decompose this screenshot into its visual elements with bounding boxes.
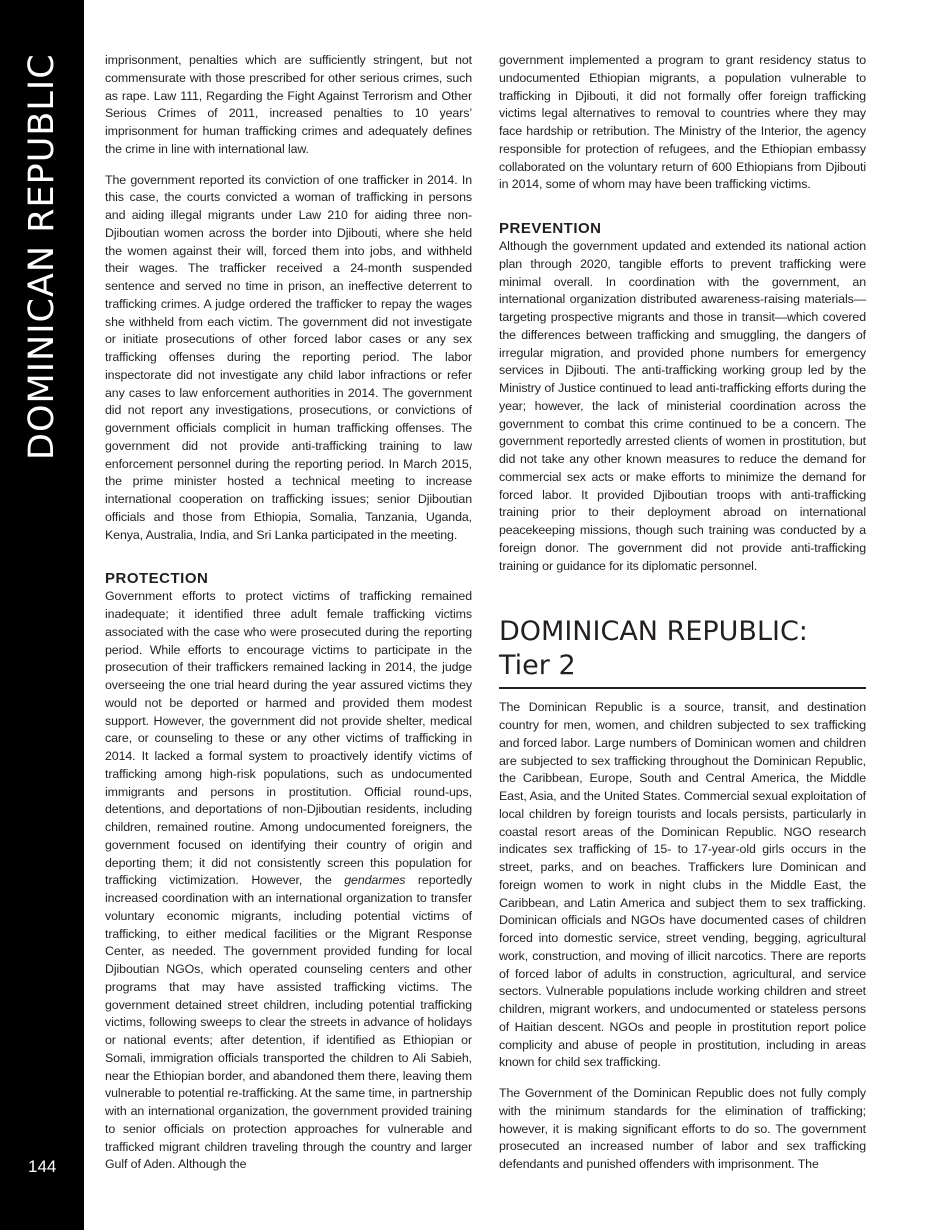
country-heading-tier: Tier 2: [499, 650, 576, 682]
country-heading: [499, 615, 866, 689]
paragraph: The Government of the Dominican Republic does not fully comply with the minimum standards for the elimination of trafficking; however, it is making significant efforts to do so. The government prosecuted an increased number of labor and sex trafficking defendants and punished offenders with imprisonment. The: [499, 1086, 866, 1171]
paragraph: imprisonment, penalties which are sufficiently stringent, but not commensurate with those prescribed for other serious crimes, such as rape. Law 111, Regarding the Fight Against Terrorism and Other Serious Crimes of 2011, increased penalties to 10 years’ imprisonment for human trafficking crimes and adequately defines the crime in line with international law.: [105, 53, 472, 156]
section-heading-protection: PROTECTION: [105, 570, 209, 588]
paragraph: The Dominican Republic is a source, transit, and destination country for men, women, and children subjected to sex trafficking and forced labor. Large numbers of Dominican women and children are subjected to sex trafficking throughout the Dominican Republic, the Caribbean, Europe, South and Central America, the Middle East, Asia, and the United States. Commercial sexual exploitation of local children by foreign tourists and locals persists, particularly in coastal resort areas of the Dominican Republic. NGO research indicates sex trafficking of 15- to 17-year-old girls occurs in the street, parks, and on beaches. Traffickers lure Dominican and foreign women to work in night clubs in the Middle East, the Caribbean, and Latin America and subject them to sex trafficking. Dominican officials and NGOs have documented cases of children forced into domestic service, street vending, begging, agricultural work, construction, and moving of illicit narcotics. There are reports of forced labor of adults in construction, agricultural, and service sectors. Vulnerable populations include working children and street children, migrant workers, and undocumented or stateless persons of Haitian descent. NGOs and people in prostitution report police complicity and abuse of people in prostitution, including in areas known for child sex trafficking.: [499, 700, 866, 1070]
text-run: Government efforts to protect victims of trafficking remained inadequate; it identified three adult female trafficking victims associated with the case who were prosecuted during the reporting period. While efforts to encourage victims to participate in the prosecution of their traffickers remained lacking in 2014, the judge overseeing the one trial heard during the year assured victims they would not be deported or harmed and provided them modest support. However, the government did not provide shelter, medical care, or counseling to these or any other victims of trafficking in 2014. It lacked a formal system to proactively identify victims of trafficking among high-risk populations, such as undocumented immigrants and persons in prostitution. Official round-ups, detentions, and deportations of non-Djiboutian residents, including children, remained routine. Among undocumented foreigners, the government focused on identifying their country of origin and deporting them; it did not consistently screen this population for trafficking victimization. However, the: [105, 589, 472, 888]
page-number: 144: [28, 1157, 57, 1176]
sidebar: [0, 0, 84, 1230]
running-title: DOMINICAN REPUBLIC: [22, 53, 62, 460]
left-column: [105, 52, 472, 1187]
italic-term: gendarmes: [344, 873, 406, 888]
paragraph: [105, 588, 472, 1174]
section-heading-prevention: PREVENTION: [499, 220, 602, 237]
paragraph: government implemented a program to grant residency status to undocumented Ethiopian migrants, a population vulnerable to trafficking in Djibouti, it did not formally offer foreign trafficking victims legal alternatives to removal to countries where they may face hardship or retribution. The Ministry of the Interior, the agency responsible for protection of refugees, and the Ethiopian embassy collaborated on the voluntary return of 600 Ethiopians from Djibouti in 2014, some of whom may have been trafficking victims.: [499, 53, 866, 192]
country-heading-name: DOMINICAN REPUBLIC:: [499, 616, 808, 648]
text-run: reportedly increased coordination with an international organization to transfer voluntary economic migrants, including potential victims of trafficking, to either medical facilities or the Migrant Response Center, as needed. The government provided funding for local Djiboutian NGOs, which operated counseling centers and other programs that may have assisted trafficking victims. The government detained street children, including potential trafficking victims, following sweeps to clear the streets in advance of holidays or national events; after detention, if identified as Ethiopian or Somali, immigration officials transported the children to Ali Sabieh, near the Ethiopian border, and abandoned them there, leaving them vulnerable to potential re-trafficking. At the same time, in partnership with an international organization, the government provided training to senior officials on protection approaches for vulnerable and trafficked migrant children traveling through the country and larger Gulf of Aden. Although the: [105, 873, 472, 1172]
paragraph: Although the government updated and extended its national action plan through 2020, tangible efforts to prevent trafficking were minimal overall. In coordination with the government, an international organization distributed awareness-raising materials—targeting prospective migrants and those in transit—which covered the differences between trafficking and smuggling, the dangers of irregular migration, and provided phone numbers for emergency services in Djibouti. The anti-trafficking working group led by the Ministry of Justice continued to lead anti-trafficking efforts during the year; however, the lack of ministerial coordination across the government to combat this crime continued to be a concern. The government reportedly arrested clients of women in prostitution, but did not take any other known measures to reduce the demand for commercial sex acts or make efforts to minimize the demand for forced labor. It provided Djiboutian troops with anti-trafficking training prior to their deployment abroad on international peacekeeping missions, though such training was conducted by a foreign donor. The government did not provide anti-trafficking training or guidance for its diplomatic personnel.: [499, 239, 866, 573]
paragraph: The government reported its conviction of one trafficker in 2014. In this case, the courts convicted a woman of trafficking in persons and aiding illegal migrants under Law 210 for aiding three non-Djiboutian women across the border into Djibouti, where she held the women against their will, forced them into jobs, and withheld their wages. The trafficker received a 24-month suspended sentence and served no time in prison, an ineffective deterrent to trafficking crimes. A judge ordered the trafficker to repay the wages she withheld from each victim. The government did not investigate or initiate prosecutions of other forced labor cases or any sex trafficking offenses during the reporting period. The labor inspectorate did not investigate any child labor infractions or refer any cases to law enforcement authorities in 2014. The government did not report any investigations, prosecutions, or convictions of government officials complicit in human trafficking offenses. The government did not provide anti-trafficking training to law enforcement personnel during the reporting period. In March 2015, the prime minister hosted a technical meeting to increase international cooperation on trafficking issues; senior Djiboutian officials and those from Ethiopia, Somalia, Tanzania, Uganda, Kenya, Australia, India, and Sri Lanka participated in the meeting.: [105, 172, 472, 542]
right-column: [499, 52, 866, 1187]
